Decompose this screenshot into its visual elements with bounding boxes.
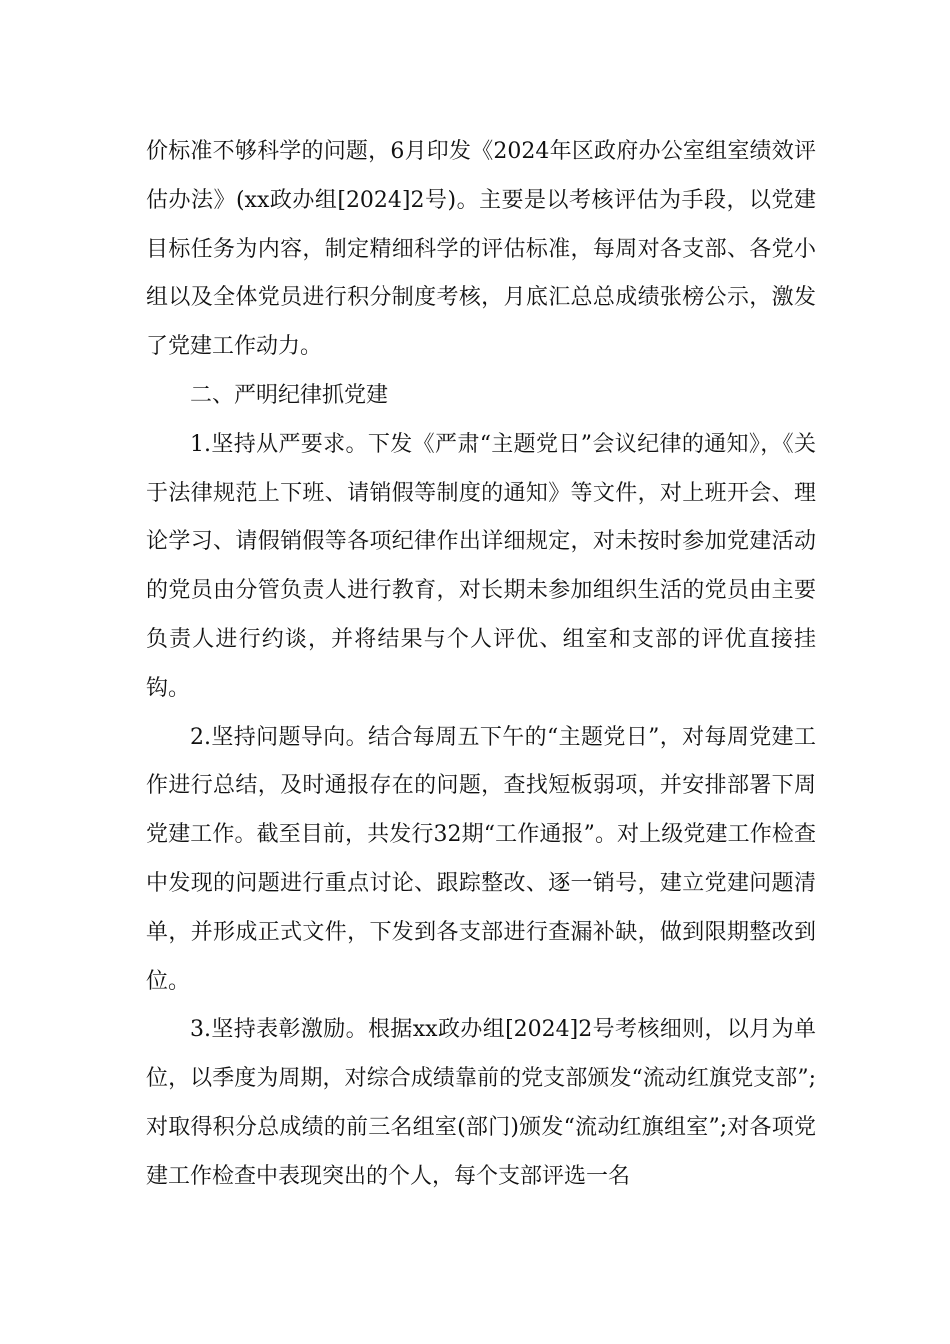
section-heading: 二、严明纪律抓党建 [190,382,389,408]
document-body [146,128,816,1202]
paragraph-item-3: 3.坚持表彰激励。根据xx政办组[2024]2号考核细则，以月为单位，以季度为周期，对综合成绩靠前的党支部颁发“流动红旗党支部”;对取得积分总成绩的前三名组室(部门)颁发“流动红旗组室”;对各项党建工作检查中表现突出的个人，每个支部评选一名 [146,1017,816,1189]
paragraph-continuation: 价标准不够科学的问题，6月印发《2024年区政府办公室组室绩效评估办法》(xx政办组[2024]2号)。主要是以考核评估为手段，以党建目标任务为内容，制定精细科学的评估标准，每周对各支部、各党小组以及全体党员进行积分制度考核，月底汇总总成绩张榜公示，激发了党建工作动力。 [146,139,816,360]
paragraph-item-1: 1.坚持从严要求。下发《严肃“主题党日”会议纪律的通知》，《关于法律规范上下班、请销假等制度的通知》等文件，对上班开会、理论学习、请假销假等各项纪律作出详细规定，对未按时参加党建活动的党员由分管负责人进行教育，对长期未参加组织生活的党员由主要负责人进行约谈，并将结果与个人评优、组室和支部的评优直接挂钩。 [146,431,816,701]
paragraph-item-2: 2.坚持问题导向。结合每周五下午的“主题党日”，对每周党建工作进行总结，及时通报存在的问题，查找短板弱项，并安排部署下周党建工作。截至目前，共发行32期“工作通报”。对上级党建工作检查中发现的问题进行重点讨论、跟踪整改、逐一销号，建立党建问题清单，并形成正式文件，下发到各支部进行查漏补缺，做到限期整改到位。 [146,724,816,994]
